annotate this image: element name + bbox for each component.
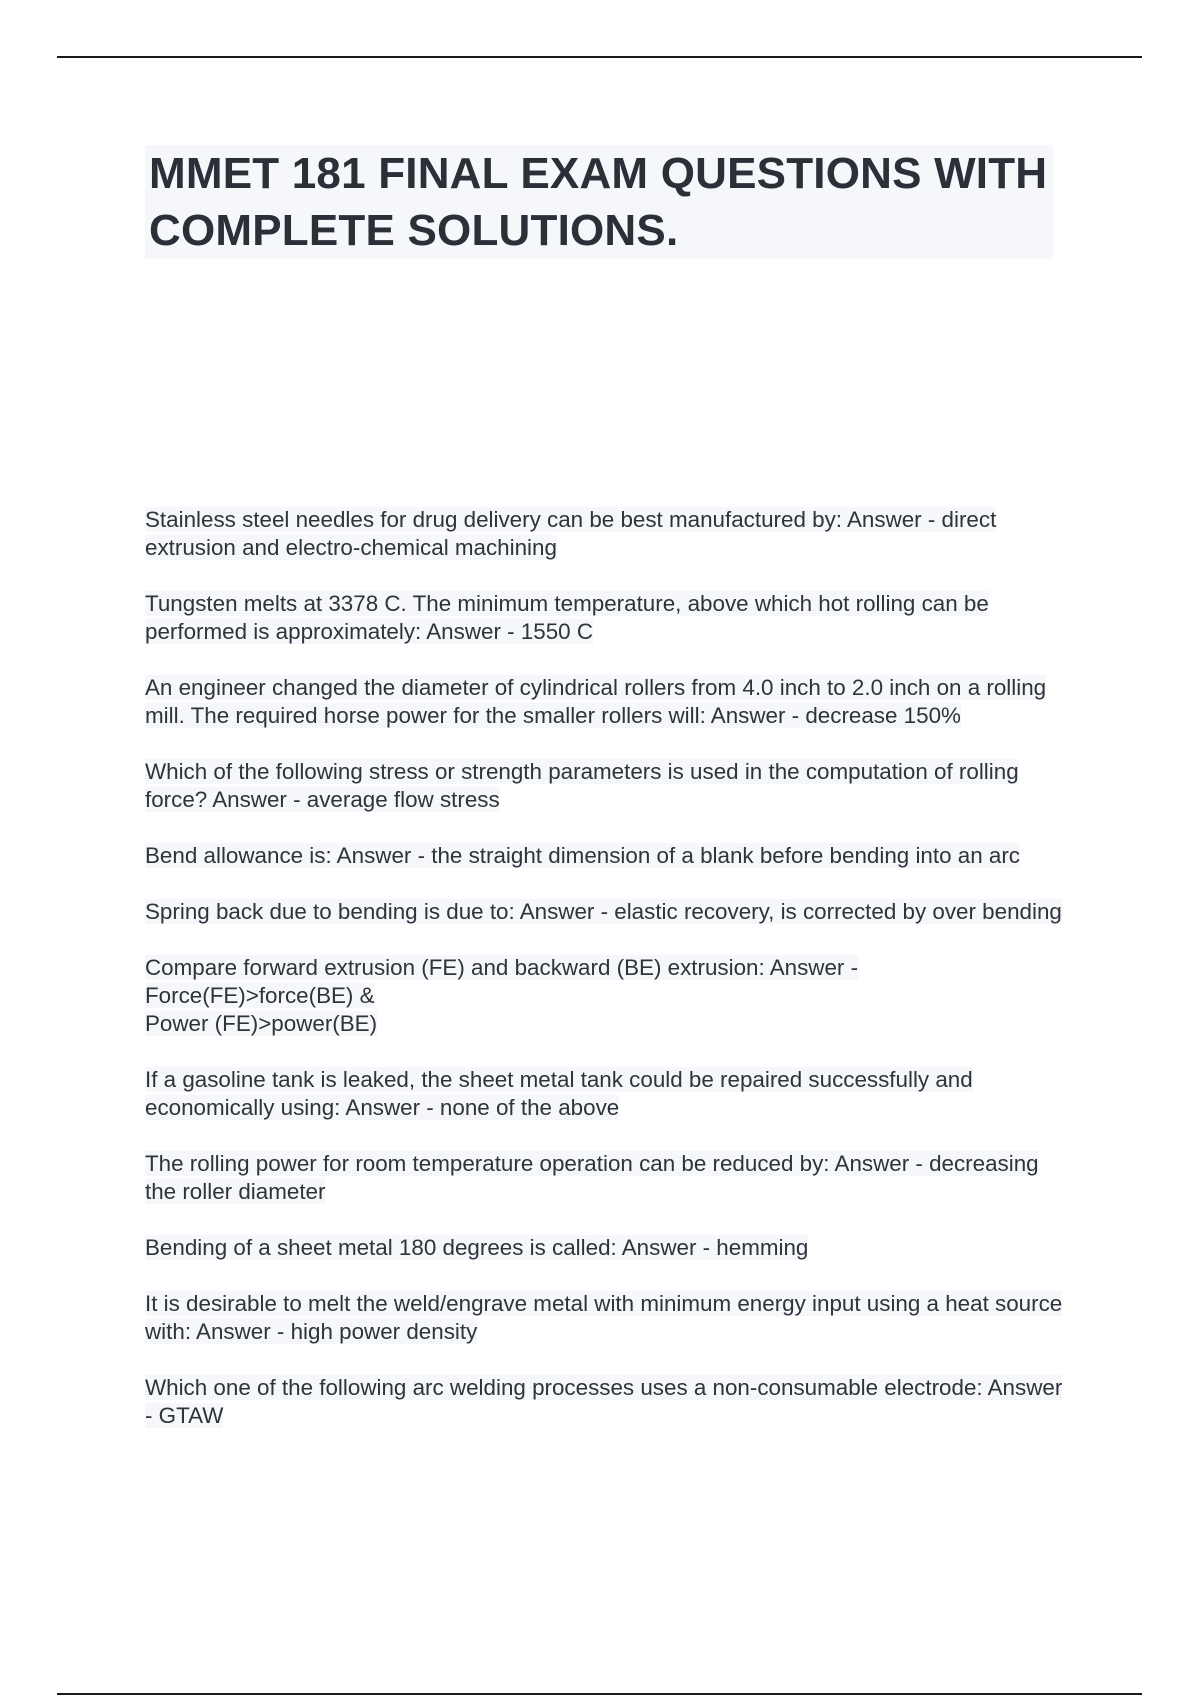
- question-text: Bending of a sheet metal 180 degrees is called: Answer - hemming: [145, 1235, 809, 1260]
- bottom-divider: [57, 1693, 1142, 1695]
- question-text: An engineer changed the diameter of cylindrical rollers from 4.0 inch to 2.0 inch on a rolling mill. The required horse power for the smaller rollers will: Answer - decrease 150%: [145, 675, 1047, 728]
- question-item: [145, 674, 1065, 730]
- document-title: MMET 181 FINAL EXAM QUESTIONS WITH COMPLETE SOLUTIONS.: [145, 145, 1053, 259]
- question-text: If a gasoline tank is leaked, the sheet metal tank could be repaired successfully and economically using: Answer - none of the above: [145, 1067, 973, 1120]
- question-item: [145, 506, 1065, 562]
- question-text: Tungsten melts at 3378 C. The minimum temperature, above which hot rolling can be performed is approximately: Answer - 1550 C: [145, 591, 989, 644]
- question-text: Which of the following stress or strength parameters is used in the computation of rolling force? Answer - average flow stress: [145, 759, 1019, 812]
- question-text: Bend allowance is: Answer - the straight dimension of a blank before bending into an arc: [145, 843, 1021, 868]
- question-item: [145, 954, 1065, 1038]
- top-divider: [57, 56, 1142, 58]
- question-item: [145, 590, 1065, 646]
- question-text: Spring back due to bending is due to: Answer - elastic recovery, is corrected by over bending: [145, 899, 1062, 924]
- question-item: [145, 1374, 1065, 1430]
- question-item: [145, 1150, 1065, 1206]
- question-item: [145, 1234, 1065, 1262]
- question-text: Which one of the following arc welding processes uses a non-consumable electrode: Answer - GTAW: [145, 1375, 1063, 1428]
- question-item: [145, 1066, 1065, 1122]
- question-item: [145, 898, 1065, 926]
- question-item: [145, 758, 1065, 814]
- question-text: It is desirable to melt the weld/engrave metal with minimum energy input using a heat source with: Answer - high power density: [145, 1291, 1063, 1344]
- question-item: [145, 1290, 1065, 1346]
- question-text: Compare forward extrusion (FE) and backward (BE) extrusion: Answer - Force(FE)>force(BE) & Power (FE)>power(BE): [145, 955, 859, 1036]
- question-text: The rolling power for room temperature operation can be reduced by: Answer - decreasing the roller diameter: [145, 1151, 1039, 1204]
- question-text: Stainless steel needles for drug delivery can be best manufactured by: Answer - direct extrusion and electro-chemical machining: [145, 507, 997, 560]
- question-item: [145, 842, 1065, 870]
- question-list: [145, 506, 1065, 1458]
